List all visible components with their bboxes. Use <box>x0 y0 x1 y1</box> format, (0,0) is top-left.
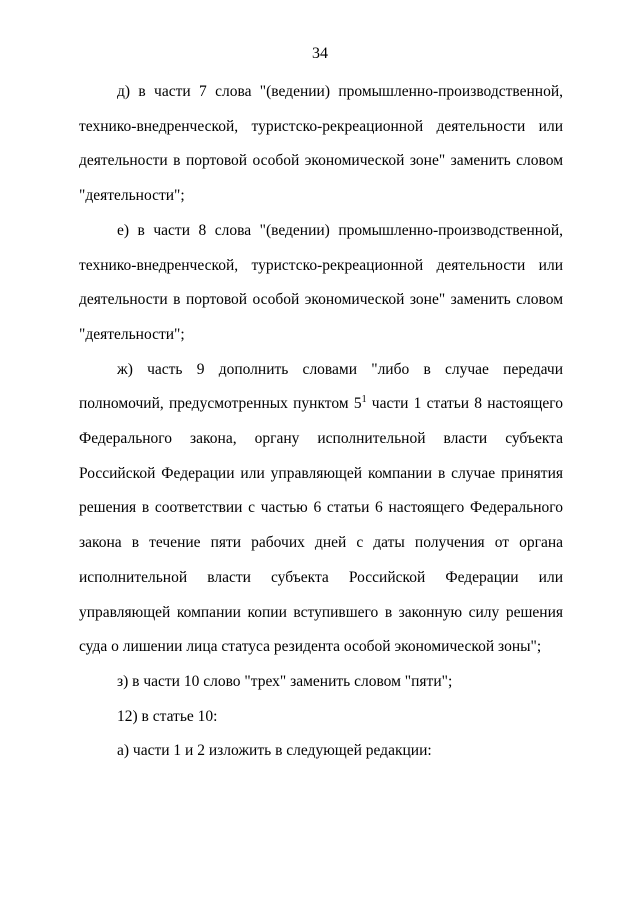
document-body <box>79 75 563 769</box>
superscript-marker: 1 <box>361 394 367 406</box>
paragraph-a: а) части 1 и 2 изложить в следующей редакции: <box>117 742 432 760</box>
item-12-heading: 12) в статье 10: <box>117 707 218 725</box>
paragraph-z: з) в части 10 слово "трех" заменить словом "пяти"; <box>117 672 453 690</box>
page-number: 34 <box>312 45 328 62</box>
paragraph-d: д) в части 7 слова "(ведении) промышленно-производственной, технико-внедренческой, туристско-рекреационной деятельности или деятельности в портовой особой экономической зоне" заменить словом "деятельности"; <box>79 83 563 205</box>
paragraph-zh-text-start: ж) часть 9 дополнить словами "либо в случае передачи полномочий, предусмотренных пунктом 5 <box>79 360 563 413</box>
paragraph-zh <box>79 353 563 665</box>
paragraph-zh-text-end: части 1 статьи 8 настоящего Федерального закона, органу исполнительной власти субъекта Российской Федерации или управляющей компании в случае принятия решения в соответствии с частью 6 статьи 6 настоящего Федерального закона в течение пяти рабочих дней с даты получения от органа исполнительной власти субъекта Российской Федерации или управляющей компании копии вступившего в законную силу решения суда о лишении лица статуса резидента особой экономической зоны"; <box>79 395 564 656</box>
paragraph-e: е) в части 8 слова "(ведении) промышленно-производственной, технико-внедренческой, туристско-рекреационной деятельности или деятельности в портовой особой экономической зоне" заменить словом "деятельности"; <box>79 221 563 343</box>
